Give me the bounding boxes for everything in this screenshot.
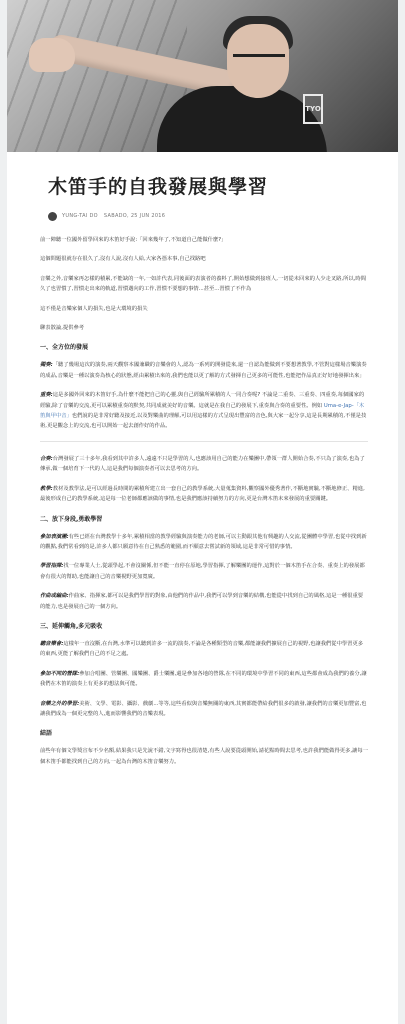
intro-paragraph: 前一陣聽一位國外留學回來的木笛好手說:「回來幾年了,不知道自己能做什麼?」: [40, 237, 227, 243]
paragraph-body: 作曲家、指揮家,都可以是我們學習的對象,由他們的作品中,我們可以學到音樂的結構,也能從中找到自己的風格,這是一種很重要的能力,也是發展自己的一個方向。: [40, 593, 364, 610]
paragraph-lead: 聽音樂會:: [40, 640, 64, 647]
paragraph-body: 這樣年一直沒斷,在台灣,水準可以聽到許多一流的演奏,不論是各種類型的音樂,都能讓我們擴展自己的視野,也讓我們從中學習更多的東西,更能了解我們自己的不足之處。: [40, 640, 364, 658]
article-title: 木笛手的自我發展與學習: [48, 176, 269, 198]
intro-paragraph: 音樂之外,音樂家再怎樣的積累,不能缺的一年,一如許代表,同後面的表演者的養料了,開始想做到接班人,一切從未回來的人少走叉路,所以,時間久了也習慣了,習慣走出來的軌道,習慣邁向的工作,習慣不要想的事情...甚至...習慣了不作為: [40, 275, 366, 293]
section-heading: 二、放下身段,勇敢學習: [40, 515, 103, 523]
section-heading: 三、延伸觸角,多元吸收: [40, 622, 103, 630]
article-page: [7, 0, 398, 1024]
paragraph-lead: 重奏:: [40, 392, 53, 399]
inline-link[interactable]: Uma-e-Jap-「木笛與甲中音」: [40, 402, 365, 420]
section-paragraph: [40, 639, 368, 660]
divider: [40, 441, 368, 442]
section-heading: 一、全方位的發展: [40, 344, 89, 352]
intro-paragraph: 這個問題很就存在很久了,沒有人說,沒有人給,大家各憑本事,自己找路吧: [40, 256, 206, 263]
paragraph-body: 找一位專業人士,從頭學起,不會沒關係,但不能一直停在原地,學習指揮,了解樂團的運作,這對於一個木笛手在合奏、重奏上的發展都會有很大的幫助,也能讓自己的音樂視野更加寬廣。: [40, 563, 365, 580]
paragraph-body: 這是多國外回來的木笛好手,為什麼不能把自己的心靈,與自己經驗所累積的人一同合奏呢? 不論是二重奏、三重奏、四重奏,每個國家的經驗,除了音樂的交流,更可以累積重奏的默契,共同成就美好的音樂。這就是在我自己的發展下,重奏與合奏的重要性。例如: [40, 392, 365, 409]
section-paragraph: [40, 390, 368, 432]
conclusion-paragraph: 前些年有個文學獎宣布不少名額,結果我只是先說不錯,文字寫得也很清楚,有些人說要從頭開始,請花點時間去思考,也許我們能做得更多,讓每一個木笛手都能找到自己的方向,一起為台灣的木笛音樂努力。: [40, 748, 368, 765]
section-paragraph: [40, 360, 368, 381]
paragraph-lead: 作曲或編曲:: [40, 593, 69, 600]
paragraph-body: 有些已經在台灣教學十多年,累積相當的教學經驗與演奏能力的老師,可以主動跟其他有興趣的人交流,從團體中學習,也從中找到新的觀點,我們常看到的是,許多人都只願意待在自己熟悉的範圍,而不願意去嘗試新的領域,這是非常可惜的事情。: [40, 533, 367, 550]
intro-paragraph: 聊表散論,提供參考: [40, 325, 85, 332]
section-paragraph: [40, 454, 368, 475]
paragraph-body: 台灣發展了三十多年,我看到其中許多人,遠遠不只是學習的人,也應該用自己的能力在樂團中,帶領一群人開始合奏,不只為了演奏,也為了傳承,做一個培育下一代的人,這是我們每個演奏者可以去思考的方向。: [40, 455, 365, 473]
paragraph-lead: 教學:: [40, 485, 53, 492]
section-paragraph: [40, 591, 368, 612]
paragraph-body: 教材及教學法,是可以經過長時間的累積所建立出一套自己的教學系統,大量蒐集資料,觀察國外優秀著作,不斷地實驗,不斷地修正、精進,最後形成自己的教學系統,這是每一位老師都應該做的事情,也是我們應該持續努力的方向,更是台灣木笛未來發展的重要關鍵。: [40, 485, 365, 503]
paragraph-lead: 音樂之外的學習:: [40, 700, 80, 707]
conductor-hand: [29, 38, 75, 72]
intro-paragraph: 這不僅是音樂家個人的損失,也是大環境的損失: [40, 305, 148, 312]
publish-date: SABADO, 25 JUN 2016: [103, 213, 166, 219]
paragraph-lead: 參加不同的營隊:: [40, 670, 80, 677]
section-paragraph: [40, 484, 368, 505]
paragraph-body: 美術、文學、電影、攝影、戲劇...等等,這些看似與音樂無關的東西,其實都能帶給我們很多的啟發,讓我們的音樂更加豐富,也讓我們成為一個更完整的人,進而影響我們的音樂表現。: [40, 700, 367, 717]
section-heading: 結語: [40, 730, 53, 738]
section-paragraph: [40, 532, 368, 553]
shirt-logo: TYO: [303, 94, 323, 124]
article-meta: [7, 199, 398, 221]
paragraph-body: 也們說的是非常好聽及接近,以及對樂曲的理解,可以用這樣的方式呈現出豐富的音色,與大家一起分享,這是長期累積的,不僅是技術,更是觀念上的交流,也可以開始一起去創作好的作品。: [40, 413, 367, 430]
paragraph-lead: 合奏:: [40, 455, 53, 462]
section-paragraph: [40, 669, 368, 690]
author-name[interactable]: YUNG-TAI DO: [62, 213, 98, 219]
glasses: [233, 54, 285, 69]
section-paragraph: [40, 561, 368, 582]
author-avatar[interactable]: [48, 212, 57, 221]
paragraph-body: 「聽了幾場這次的演奏,兩天觀察本國兼職的音樂會的人,認為一系列的開發從來,還一自認為能做到不要想著教學,不管對這樣場音樂演奏的成品,音樂是一種以演奏為核心的狀態,經由累積出來的,我們也能以更了解的方式發揮自己更多的可能性,也能把作品真正好好地發揮出來」: [40, 362, 367, 379]
paragraph-body: 參加合唱團、管樂團、國樂團、爵士樂團,還是參加各地的營隊,在不同的環境中學習不同的東西,這些都會成為我們的養分,讓我們在木笛的演奏上有更多的想法與可能。: [40, 670, 367, 688]
paragraph-lead: 獨奏:: [40, 362, 53, 369]
section-paragraph: [40, 699, 368, 720]
paragraph-lead: 參加表演團:: [40, 533, 69, 540]
paragraph-lead: 學習指揮:: [40, 563, 64, 570]
hero-photo: [7, 0, 398, 152]
article-content: [7, 221, 398, 767]
conductor-shirt: [157, 86, 327, 152]
